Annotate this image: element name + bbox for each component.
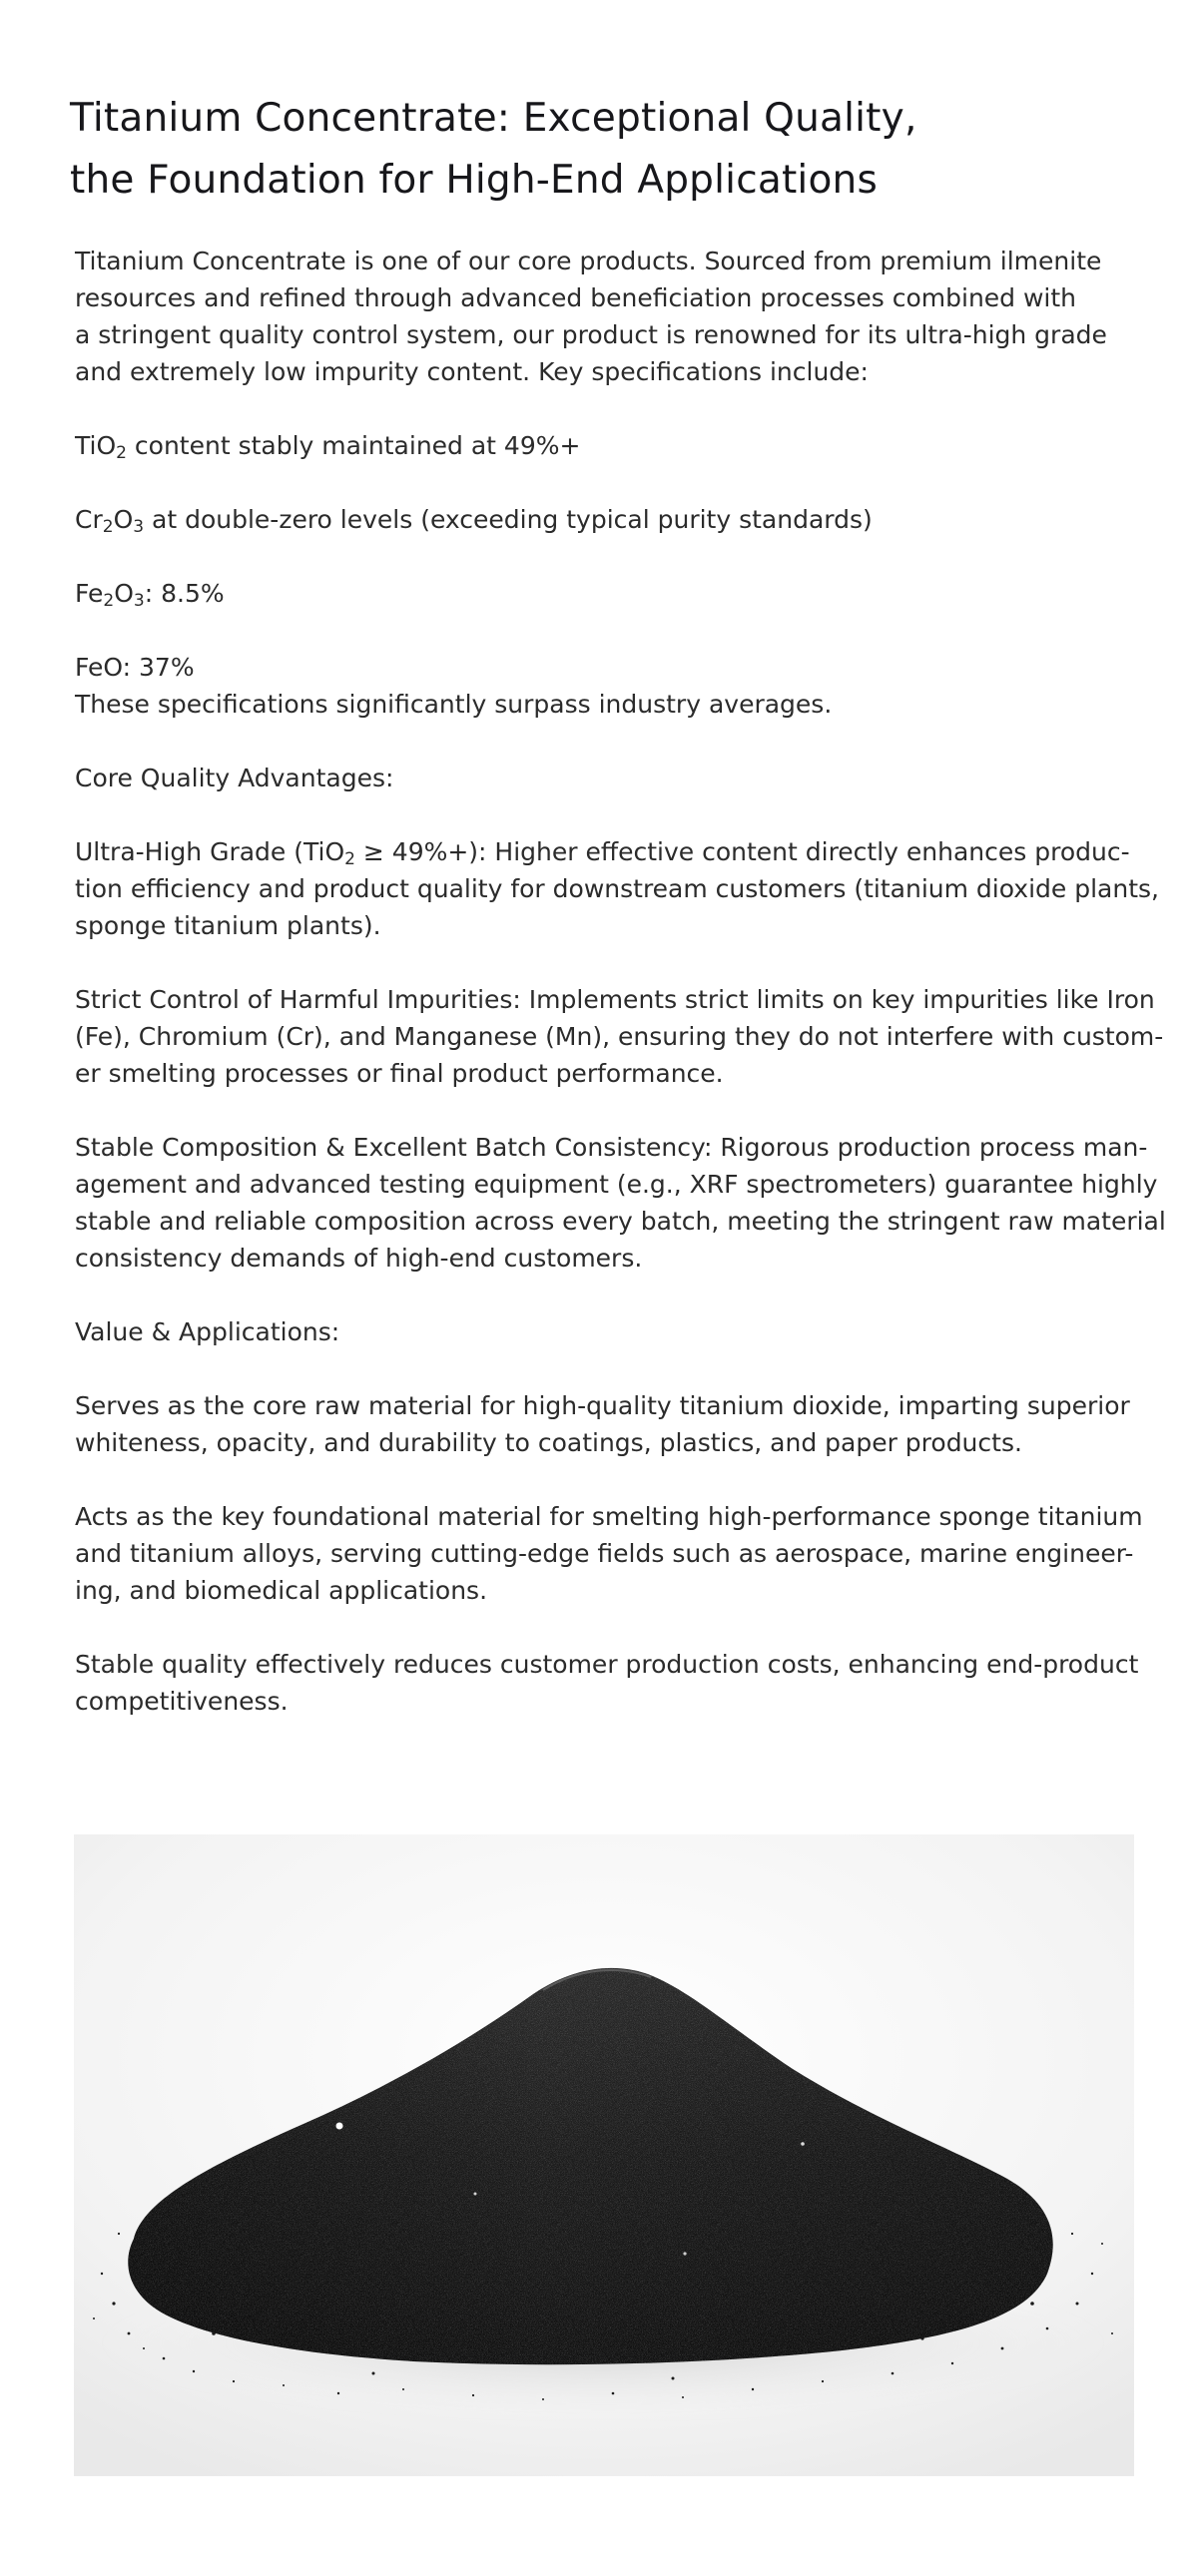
text-line: sponge titanium plants). bbox=[75, 911, 381, 940]
sand-sparkle bbox=[336, 2123, 343, 2130]
text-line: stable and reliable composition across every batch, meeting the stringent raw material bbox=[75, 1207, 1166, 1236]
text-line: and extremely low impurity content. Key specifications include: bbox=[75, 357, 869, 386]
section-heading-advantages: Core Quality Advantages: bbox=[75, 764, 394, 792]
text-line: competitiveness. bbox=[75, 1687, 289, 1716]
spec-tio2: TiO$_2$ content stably maintained at 49%+ bbox=[75, 431, 581, 463]
text-line: tion efficiency and product quality for downstream customers (titanium dioxide plants, bbox=[75, 874, 1159, 903]
application-cost-reduction bbox=[75, 1646, 1143, 1720]
text-line: Stable Composition & Excellent Batch Consistency: Rigorous production process man- bbox=[75, 1133, 1148, 1162]
text-line: Ultra-High Grade (TiO$_2$ ≥ 49%+): Higher effective content directly enhances produc- bbox=[75, 837, 1130, 869]
text-line: whiteness, opacity, and durability to coatings, plastics, and paper products. bbox=[75, 1428, 1022, 1457]
page-title-line: the Foundation for High-End Applications bbox=[70, 158, 878, 203]
spec-summary: These specifications significantly surpass industry averages. bbox=[75, 690, 833, 719]
text-line: agement and advanced testing equipment (e.g., XRF spectrometers) guarantee highly bbox=[75, 1170, 1158, 1199]
text-line: Titanium Concentrate is one of our core products. Sourced from premium ilmenite bbox=[75, 247, 1102, 275]
text-line: Serves as the core raw material for high-quality titanium dioxide, imparting superior bbox=[75, 1391, 1130, 1420]
spec-feo: FeO: 37% bbox=[75, 653, 195, 682]
sand-sparkle bbox=[683, 2252, 686, 2255]
text-line: and titanium alloys, serving cutting-edge fields such as aerospace, marine engineer- bbox=[75, 1539, 1134, 1568]
page-title-line: Titanium Concentrate: Exceptional Quality, bbox=[70, 96, 917, 141]
text-line: er smelting processes or final product performance. bbox=[75, 1059, 724, 1088]
text-line: resources and refined through advanced beneficiation processes combined with bbox=[75, 283, 1077, 312]
text-line: consistency demands of high-end customers. bbox=[75, 1244, 643, 1273]
page-title bbox=[70, 88, 1128, 212]
intro-paragraph bbox=[75, 243, 1143, 390]
text-line: Strict Control of Harmful Impurities: Implements strict limits on key impurities like Iron bbox=[75, 985, 1155, 1014]
product-photo-sand-pile bbox=[74, 1834, 1134, 2476]
text-line: Acts as the key foundational material for smelting high-performance sponge titanium bbox=[75, 1502, 1143, 1531]
application-titanium-dioxide bbox=[75, 1387, 1143, 1461]
application-titanium-alloys bbox=[75, 1498, 1143, 1609]
advantage-consistency bbox=[75, 1129, 1166, 1277]
spec-fe2o3: $Fe_2O_3$: 8.5% bbox=[75, 579, 225, 611]
text-line: Stable quality effectively reduces customer production costs, enhancing end-product bbox=[75, 1650, 1139, 1679]
text-line: (Fe), Chromium (Cr), and Manganese (Mn), ensuring they do not interfere with custom- bbox=[75, 1022, 1164, 1051]
section-heading-applications: Value & Applications: bbox=[75, 1317, 340, 1346]
product-description bbox=[75, 243, 1166, 1720]
text-line: a stringent quality control system, our product is renowned for its ultra-high grade bbox=[75, 320, 1107, 349]
advantage-impurities bbox=[75, 981, 1164, 1092]
text-line: ing, and biomedical applications. bbox=[75, 1576, 488, 1605]
sand-sparkle bbox=[474, 2193, 477, 2196]
sand-sparkle bbox=[801, 2142, 805, 2146]
advantage-grade bbox=[75, 833, 1159, 944]
spec-cr2o3: $Cr_2O_3$ at double-zero levels (exceeding typical purity standards) bbox=[75, 505, 873, 537]
